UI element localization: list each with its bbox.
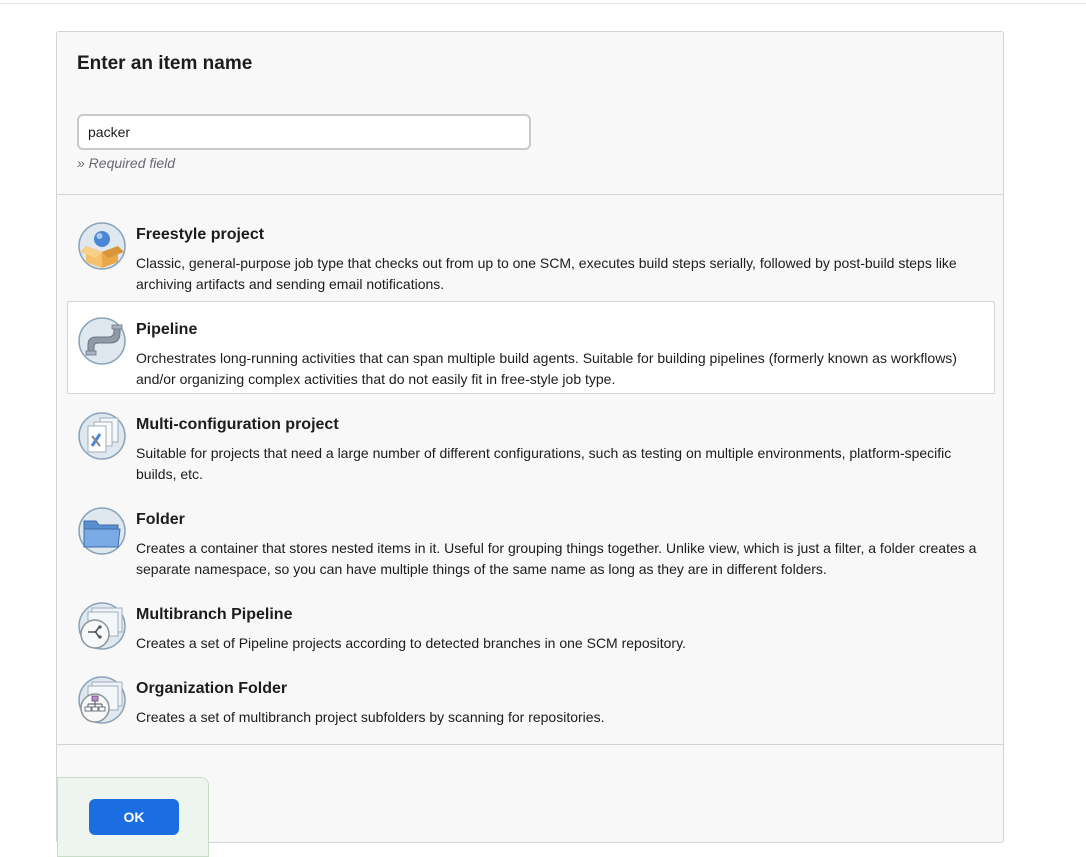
item-type-description: Classic, general-purpose job type that checks out from up to one SCM, executes build steps serially, followed by post-build steps like archiving artifacts and sending email notifications. xyxy=(136,255,957,292)
item-name-section xyxy=(57,32,1003,195)
item-type-pipeline[interactable] xyxy=(67,301,995,394)
item-name-label: Enter an item name xyxy=(77,53,253,74)
item-type-title: Organization Folder xyxy=(136,680,288,697)
item-type-title: Multi-configuration project xyxy=(136,416,339,433)
item-type-description: Suitable for projects that need a large number of different configurations, such as testing on multiple environments, platform-specific builds, etc. xyxy=(136,445,952,482)
item-type-title: Folder xyxy=(136,511,185,528)
item-type-description: Creates a container that stores nested items in it. Useful for grouping things together. Unlike view, which is just a filter, a folder creates a separate namespace, so you can have multiple things of the same name as long as they are in different folders. xyxy=(136,540,977,577)
item-type-freestyle[interactable] xyxy=(67,206,995,300)
item-type-folder[interactable] xyxy=(67,491,995,585)
item-name-input[interactable] xyxy=(77,114,531,150)
item-type-title: Pipeline xyxy=(136,321,198,338)
new-item-panel xyxy=(56,31,1004,843)
ok-button[interactable]: OK xyxy=(89,799,179,835)
ok-button-container xyxy=(57,777,209,857)
item-type-title: Multibranch Pipeline xyxy=(136,606,293,623)
top-bar xyxy=(0,0,1086,4)
freestyle-box-icon xyxy=(78,222,126,270)
item-type-description: Creates a set of Pipeline projects according to detected branches in one SCM repository. xyxy=(136,635,686,651)
item-type-multi-configuration[interactable] xyxy=(67,396,995,490)
item-type-title: Freestyle project xyxy=(136,226,265,243)
required-field-note: » Required field xyxy=(77,155,176,171)
item-type-multibranch-pipeline[interactable] xyxy=(67,586,995,660)
multi-config-icon xyxy=(78,412,126,460)
pipeline-pipe-icon xyxy=(78,317,126,365)
item-type-description: Orchestrates long-running activities that can span multiple build agents. Suitable for building pipelines (formerly known as workflows) and/or organizing complex activities that do not easily fit in free-style job type. xyxy=(136,350,957,387)
folder-icon xyxy=(78,507,126,555)
item-type-description: Creates a set of multibranch project subfolders by scanning for repositories. xyxy=(136,709,605,725)
organization-folder-icon xyxy=(78,676,126,724)
multibranch-icon xyxy=(78,602,126,650)
item-type-organization-folder[interactable] xyxy=(67,660,995,736)
